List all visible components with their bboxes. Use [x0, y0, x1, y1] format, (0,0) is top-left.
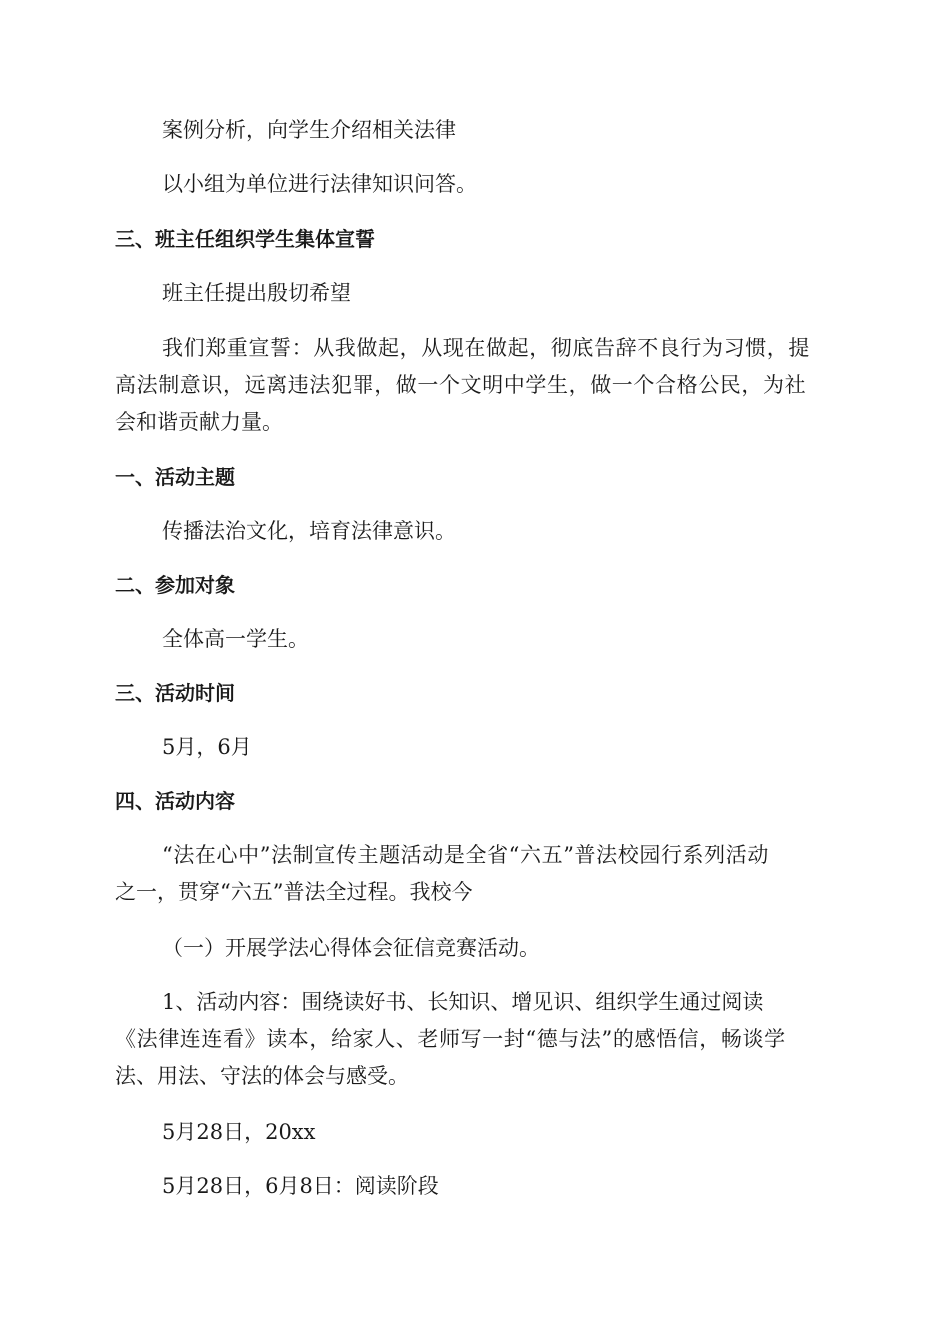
paragraph-intro-line-1: “法在心中”法制宣传主题活动是全省“六五”普法校园行系列活动: [162, 843, 769, 867]
paragraph-participants: 全体高一学生。: [162, 627, 309, 651]
paragraph-time: 5月，6月: [162, 735, 252, 759]
paragraph-theme: 传播法治文化，培育法律意识。: [162, 519, 456, 543]
heading-collective-oath: 三、班主任组织学生集体宣誓: [115, 227, 375, 251]
paragraph-oath-line-1: 我们郑重宣誓：从我做起，从现在做起，彻底告辞不良行为习惯，提: [162, 336, 810, 360]
paragraph-intro-line-2: 之一，贯穿“六五”普法全过程。我校今: [115, 880, 473, 904]
heading-activity-time: 三、活动时间: [115, 681, 235, 705]
paragraph-teacher-hope: 班主任提出殷切希望: [162, 281, 351, 305]
paragraph-oath-line-2: 高法制意识，远离违法犯罪，做一个文明中学生，做一个合格公民，为社: [115, 373, 807, 397]
paragraph-date-1: 5月28日，20xx: [162, 1120, 316, 1144]
paragraph-case-analysis: 案例分析，向学生介绍相关法律: [162, 118, 456, 142]
paragraph-oath-line-3: 会和谐贡献力量。: [115, 410, 283, 434]
heading-activity-theme: 一、活动主题: [115, 465, 235, 489]
heading-participants: 二、参加对象: [115, 573, 235, 597]
heading-activity-content: 四、活动内容: [115, 789, 235, 813]
paragraph-date-2: 5月28日，6月8日：阅读阶段: [162, 1174, 439, 1198]
paragraph-content-line-1: 1、活动内容：围绕读好书、长知识、增见识、组织学生通过阅读: [162, 990, 764, 1014]
paragraph-group-quiz: 以小组为单位进行法律知识问答。: [162, 172, 477, 196]
paragraph-content-line-3: 法、用法、守法的体会与感受。: [115, 1064, 409, 1088]
paragraph-subsection-one: （一）开展学法心得体会征信竞赛活动。: [162, 936, 540, 960]
paragraph-content-line-2: 《法律连连看》读本，给家人、老师写一封“德与法”的感悟信，畅谈学: [115, 1027, 786, 1051]
